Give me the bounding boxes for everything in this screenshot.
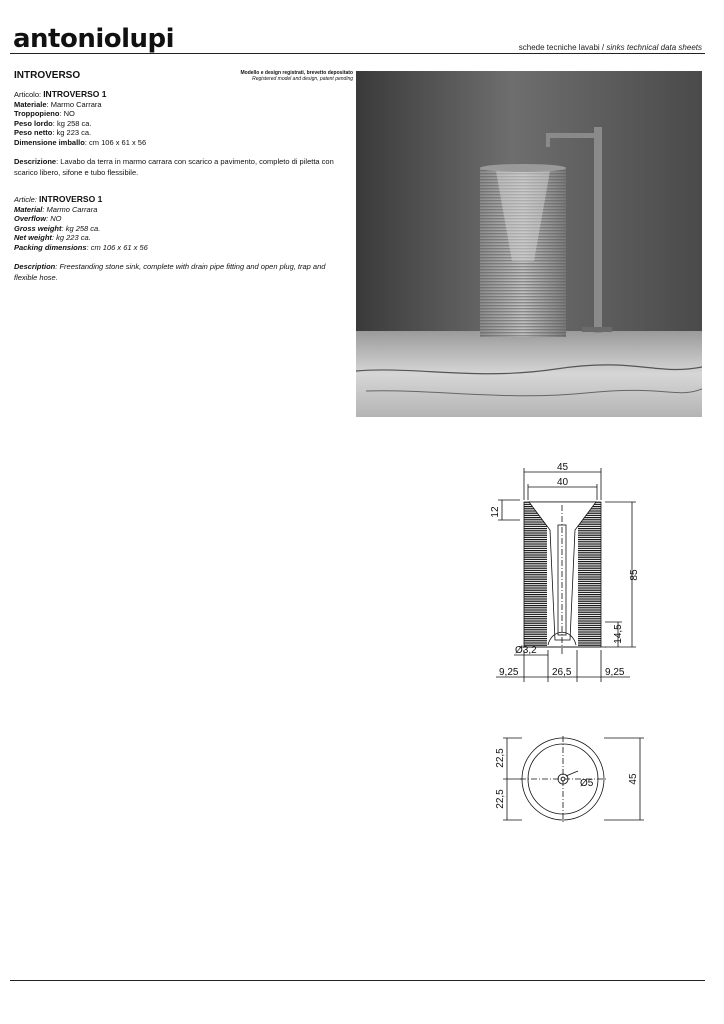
spec-value: NO — [50, 214, 62, 224]
legal-note-it: Modello e design registrati, brevetto depositato — [240, 70, 353, 76]
spec-packing: Dimensione imballo: cm 106 x 61 x 56 — [14, 137, 147, 147]
spec-material: Materiale: Marmo Carrara — [14, 99, 102, 109]
dim-half-top: 22,5 — [495, 748, 506, 768]
dim-drain-height: 14,5 — [613, 624, 624, 644]
dim-base-left: 9,25 — [499, 667, 519, 678]
spec-packing: Packing dimensions: cm 106 x 61 x 56 — [14, 242, 148, 252]
desc-text: Freestanding stone sink, complete with drain pipe fitting and open plug, trap and flexible hose. — [14, 262, 326, 282]
dim-base-right: 9,25 — [605, 667, 625, 678]
spec-value: NO — [63, 109, 75, 119]
brand-logo: antoniolupi — [13, 24, 175, 54]
product-title: INTROVERSO — [14, 70, 81, 81]
spec-value: Marmo Carrara — [50, 99, 102, 109]
spec-label: Gross weight — [14, 223, 62, 233]
dim-width-outer: 45 — [557, 462, 569, 473]
dim-drain: Ø5 — [580, 778, 594, 789]
dim-base-center: 26,5 — [552, 667, 572, 678]
desc-label: Descrizione — [14, 157, 57, 166]
spec-gross-weight: Gross weight: kg 258 ca. — [14, 223, 101, 233]
description-italian: Descrizione: Lavabo da terra in marmo carrara con scarico a pavimento, completo di piletta con scarico libero, sifone e tubo flessibile. — [14, 157, 334, 177]
spec-article: Article: INTROVERSO 1 — [14, 194, 103, 204]
spec-value: kg 223 ca. — [56, 233, 91, 243]
dim-top-height: 12 — [490, 506, 501, 518]
dim-width-inner: 40 — [557, 477, 569, 488]
dim-diameter: 45 — [628, 773, 639, 785]
spec-value: Marmo Carrara — [46, 204, 98, 214]
spec-label: Troppopieno — [14, 109, 60, 119]
spec-label: Overflow — [14, 214, 47, 224]
front-elevation — [519, 502, 606, 655]
description-english: Description: Freestanding stone sink, complete with drain pipe fitting and open plug, trap and flexible hose. — [14, 262, 326, 282]
section-caption-en: sinks technical data sheets — [606, 43, 702, 52]
spec-material: Material: Marmo Carrara — [14, 204, 98, 214]
section-caption-it: schede tecniche lavabi / — [518, 43, 605, 52]
spec-article: Articolo: INTROVERSO 1 — [14, 89, 107, 99]
spec-label: Articolo — [14, 90, 40, 99]
spec-gross-weight: Peso lordo: kg 258 ca. — [14, 118, 92, 128]
spec-net-weight: Peso netto: kg 223 ca. — [14, 128, 92, 138]
spec-label: Peso lordo — [14, 118, 53, 128]
spec-label: Dimensione imballo — [14, 137, 85, 147]
spec-value: INTROVERSO 1 — [43, 89, 107, 99]
spec-overflow: Troppopieno: NO — [14, 109, 75, 119]
spec-label: Net weight — [14, 233, 52, 243]
dim-total-height: 85 — [629, 569, 640, 581]
footer-rule — [10, 980, 705, 981]
spec-label: Material — [14, 204, 43, 214]
spec-value: cm 106 x 61 x 56 — [89, 137, 147, 147]
spec-value: INTROVERSO 1 — [39, 194, 103, 204]
spec-value: cm 106 x 61 x 56 — [90, 242, 148, 252]
spec-label: Packing dimensions — [14, 242, 87, 252]
legal-note-en: Registered model and design, patent pending — [252, 76, 353, 82]
spec-value: kg 223 ca. — [56, 128, 92, 138]
spec-net-weight: Net weight: kg 223 ca. — [14, 233, 91, 243]
dim-half-bottom: 22,5 — [495, 789, 506, 809]
spec-value: kg 258 ca. — [56, 118, 92, 128]
spec-value: kg 258 ca. — [65, 223, 101, 233]
spec-overflow: Overflow: NO — [14, 214, 62, 224]
spec-label: Peso netto — [14, 128, 53, 138]
spec-label: Materiale — [14, 99, 47, 109]
desc-label: Description — [14, 262, 56, 271]
spec-label: Article — [14, 195, 35, 204]
dim-pipe-diameter: Ø3,2 — [515, 645, 537, 656]
desc-text: Lavabo da terra in marmo carrara con scarico a pavimento, completo di piletta con scarico libero, sifone e tubo flessibile. — [14, 157, 334, 177]
